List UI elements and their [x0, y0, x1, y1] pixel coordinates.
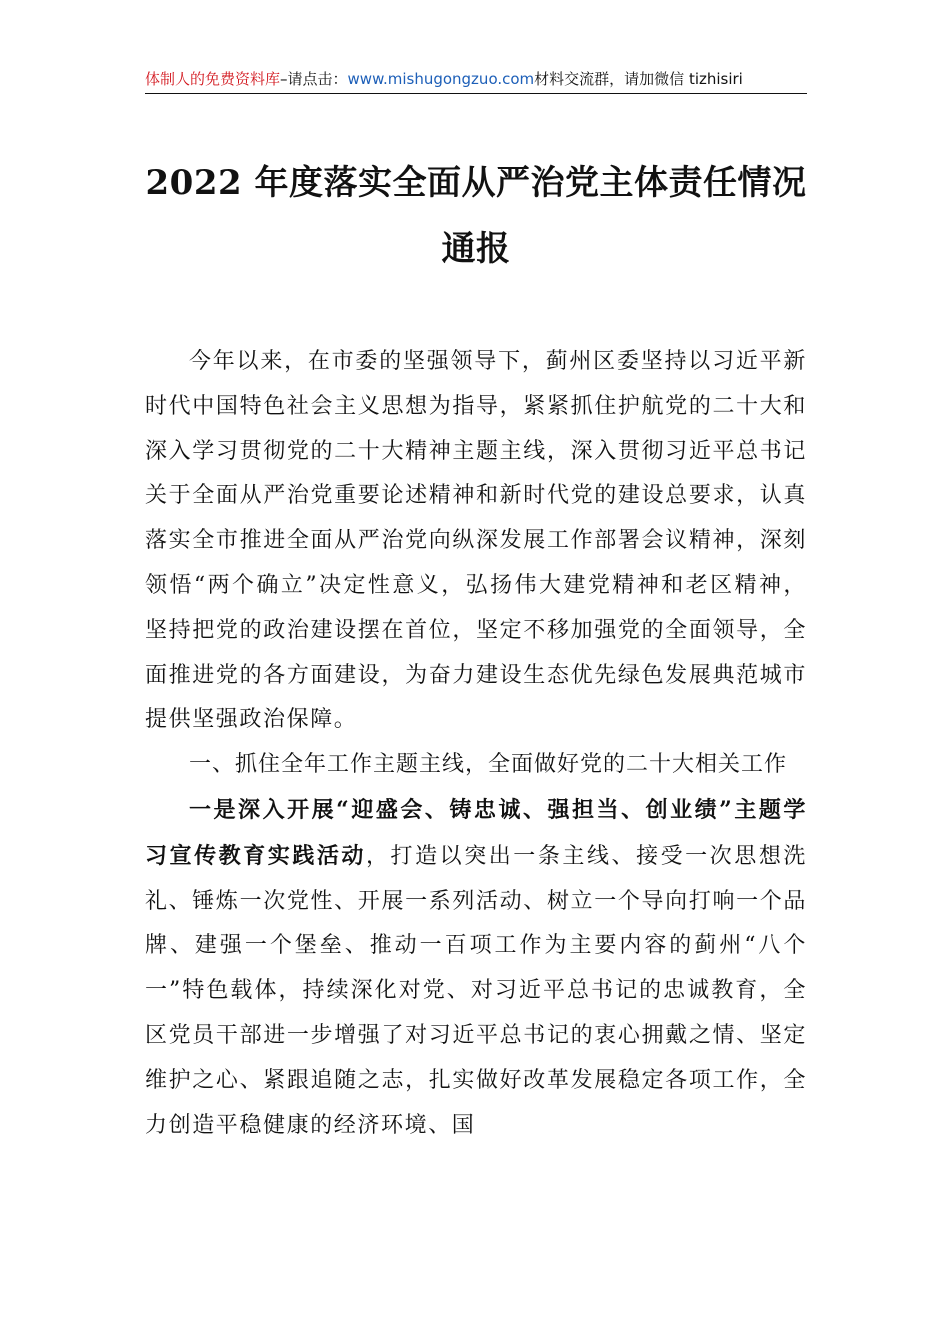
section-1-lead: 一是深入开展“迎盛会、铸忠诚、强担当、创业绩”主题学习宣传教育实践活动: [145, 796, 807, 869]
section-1-text: ，打造以突出一条主线、接受一次思想洗礼、锤炼一次党性、开展一系列活动、树立一个导向打响一个品牌、建强一个堡垒、推动一百项工作为主要内容的蓟州“八个一”特色载体，持续深化对党、对习近平总书记的忠诚教育，全区党员干部进一步增强了对习近平总书记的衷心拥戴之情、坚定维护之心、紧跟追随之志，扎实做好改革发展稳定各项工作，全力创造平稳健康的经济环境、国: [145, 843, 807, 1138]
header-brand: 体制人的免费资料库: [145, 70, 281, 88]
header-url-link[interactable]: www.mishugongzuo.com: [347, 70, 535, 88]
section-1-heading: 一、抓住全年工作主题主线，全面做好党的二十大相关工作: [189, 752, 788, 778]
document-body: [145, 340, 807, 1148]
title-line-2: 通报: [441, 229, 511, 269]
header-divider: [145, 93, 807, 94]
page-header: [145, 68, 805, 90]
title-line-1: 2022 年度落实全面从严治党主体责任情况: [145, 163, 807, 203]
section-1-paragraph: [145, 788, 807, 1148]
document-title: [145, 150, 807, 282]
header-contact: 材料交流群，请加微信 tizhisiri: [534, 70, 743, 88]
header-click-prompt: –请点击：: [280, 70, 348, 88]
intro-paragraph: 今年以来，在市委的坚强领导下，蓟州区委坚持以习近平新时代中国特色社会主义思想为指导，紧紧抓住护航党的二十大和深入学习贯彻党的二十大精神主题主线，深入贯彻习近平总书记关于全面从严治党重要论述精神和新时代党的建设总要求，认真落实全市推进全面从严治党向纵深发展工作部署会议精神，深刻领悟“两个确立”决定性意义，弘扬伟大建党精神和老区精神，坚持把党的政治建设摆在首位，坚定不移加强党的全面领导，全面推进党的各方面建设，为奋力建设生态优先绿色发展典范城市提供坚强政治保障。: [145, 349, 807, 733]
